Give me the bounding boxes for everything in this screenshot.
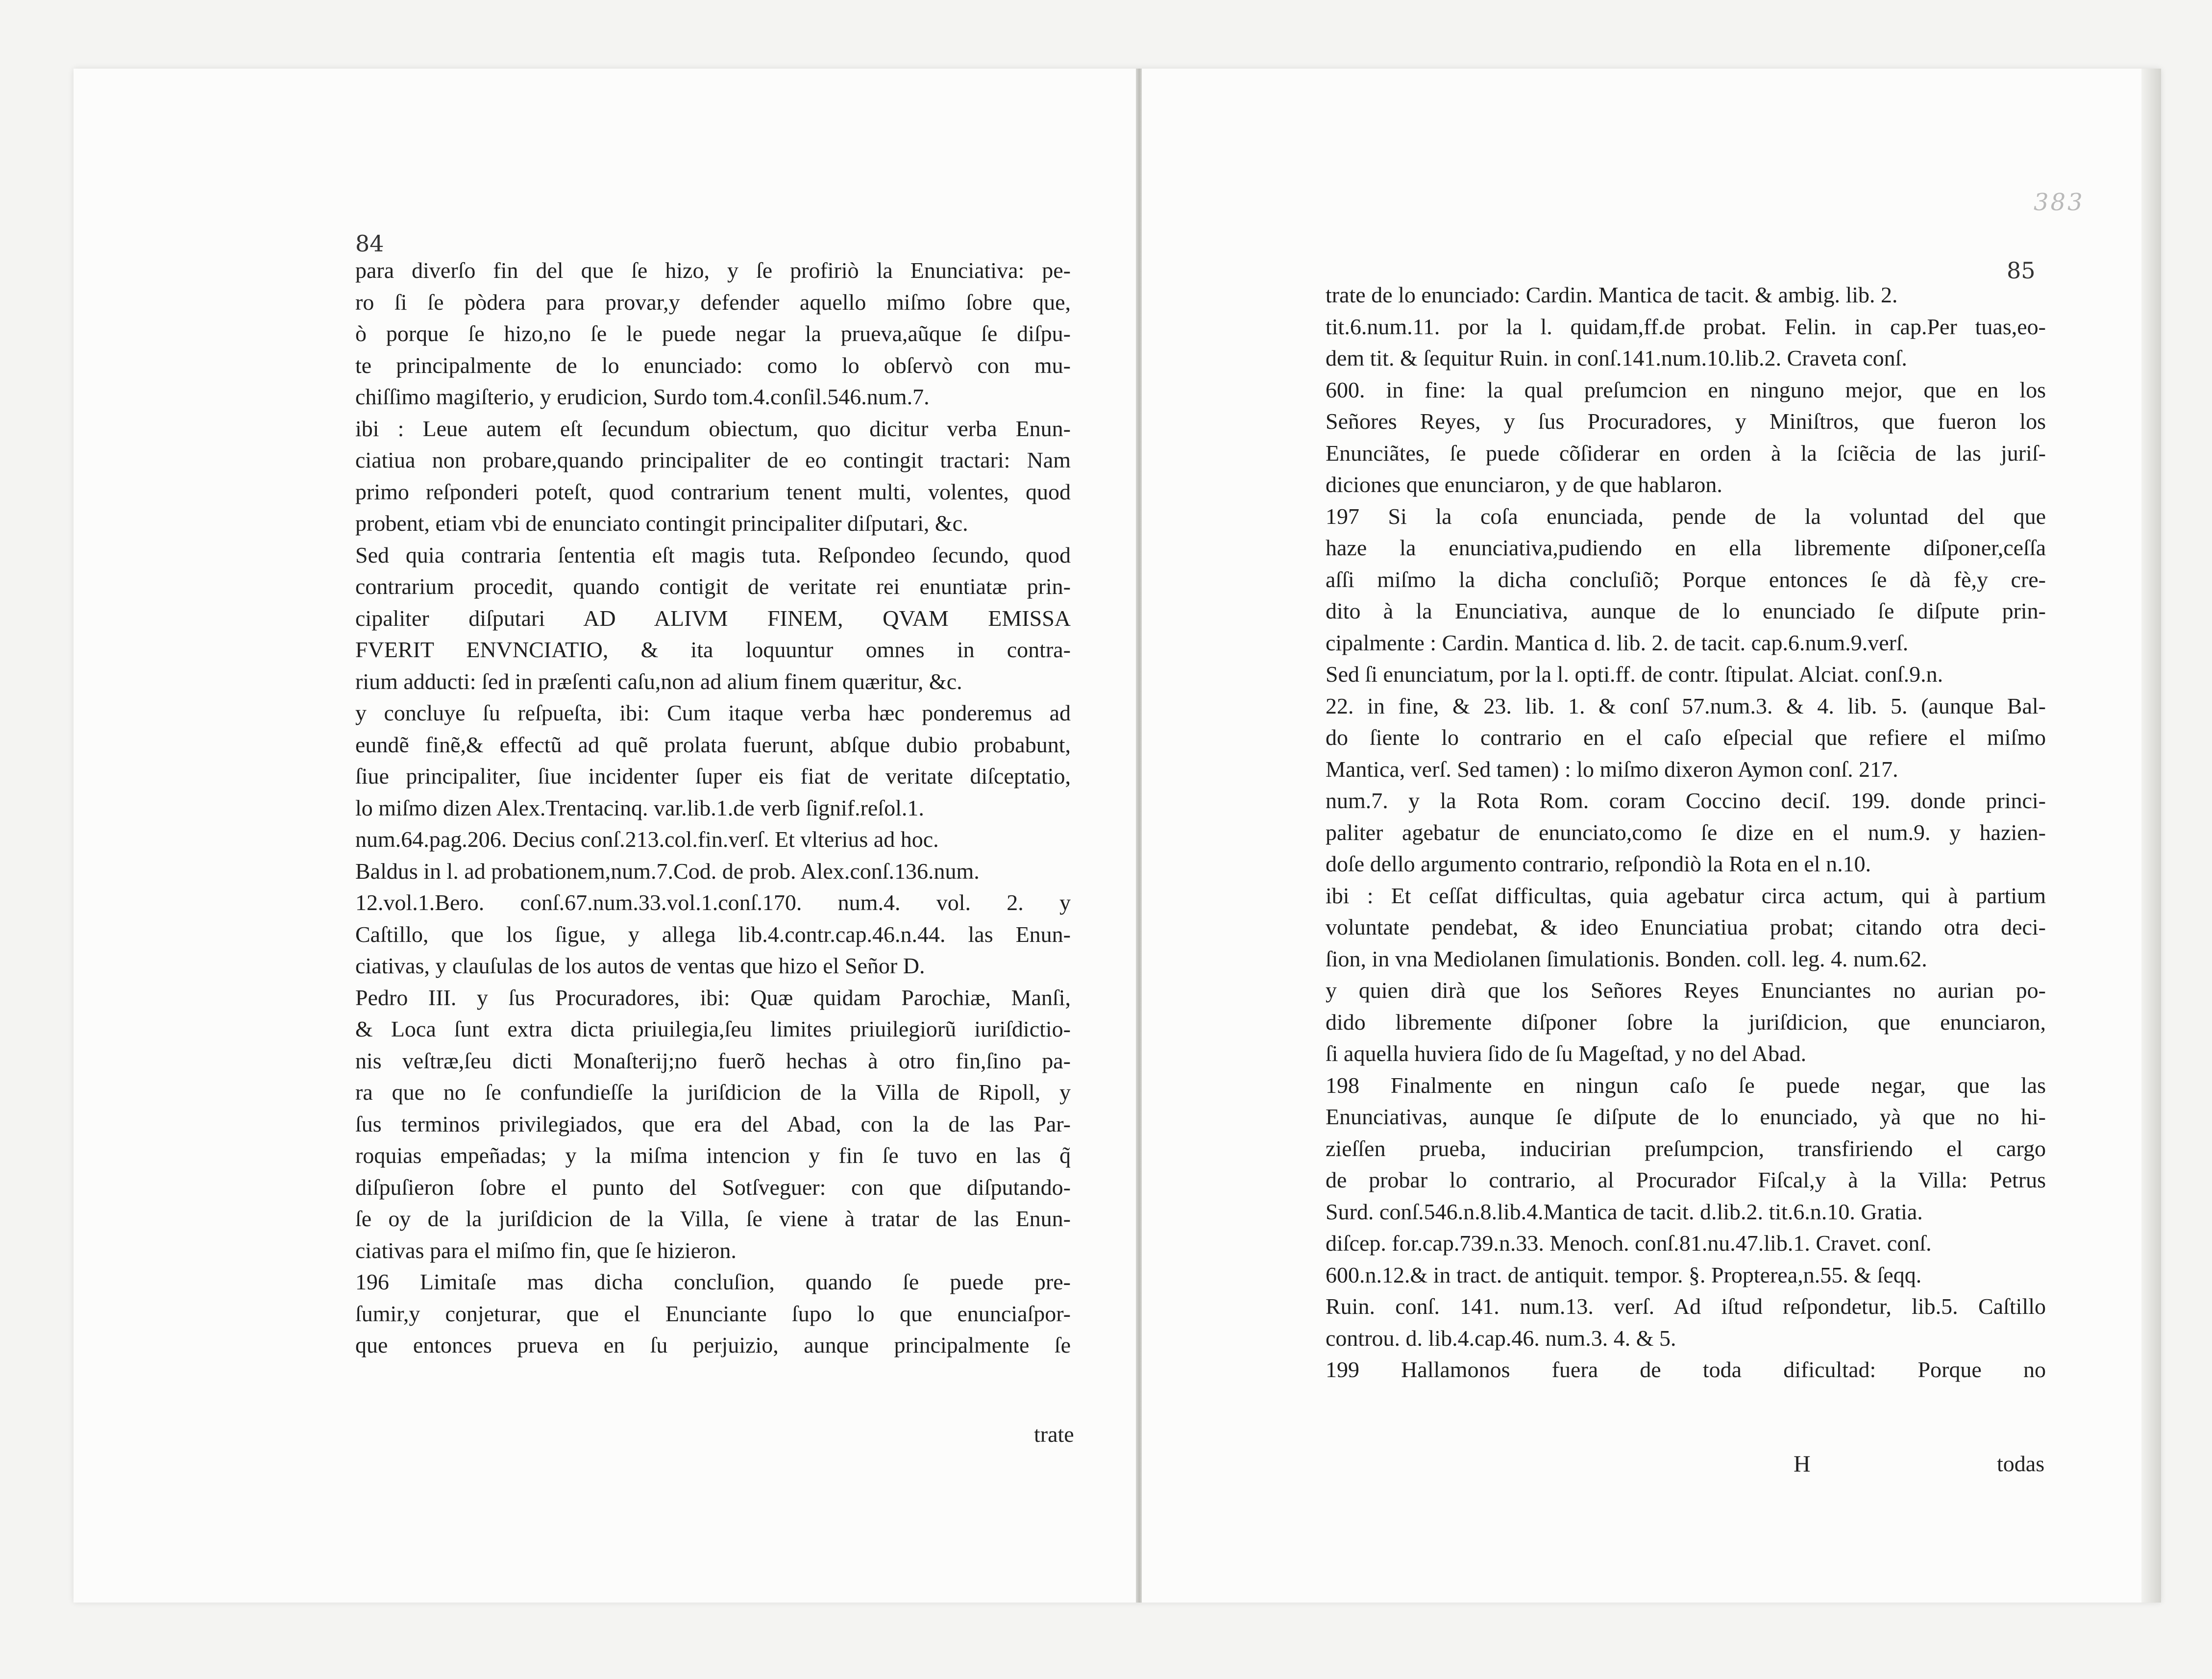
text-line: Caſtillo, que los ſigue, y allega lib.4.contr.cap.46.n.44. las Enun- (355, 921, 1071, 947)
text-line: nis veſtræ,ſeu dicti Monaſterij;no fuerõ hechas à otro fin,ſino pa- (355, 1048, 1071, 1073)
text-line: controu. d. lib.4.cap.46. num.3. 4. & 5. (1326, 1325, 1676, 1351)
text-line: num.64.pag.206. Decius conſ.213.col.fin.verſ. Et vlterius ad hoc. (355, 827, 939, 852)
text-line: ſe oy de la juriſdicion de la Villa, ſe viene à tratar de las Enun- (355, 1206, 1071, 1231)
text-line: 12.vol.1.Bero. conſ.67.num.33.vol.1.conſ.170. num.4. vol. 2. y (355, 890, 1071, 915)
text-line: eundẽ finẽ,& effectũ ad quẽ prolata fuerunt, abſque dubio probabunt, (355, 732, 1071, 757)
text-line: tit.6.num.11. por la l. quidam,ff.de probat. Felin. in cap.Per tuas,eo- (1326, 314, 2046, 339)
page-number-right: 85 (2007, 257, 2036, 284)
text-line: Baldus in l. ad probationem,num.7.Cod. de prob. Alex.conſ.136.num. (355, 858, 980, 884)
text-line: ciativas, y clauſulas de los autos de ventas que hizo el Señor D. (355, 953, 925, 978)
text-line: ciatiua non probare,quando principaliter de eo contingit tractari: Nam (355, 447, 1071, 472)
text-line: ſi aquella huviera ſido de ſu Mageſtad, y no del Abad. (1326, 1041, 1807, 1066)
text-line: para diverſo fin del que ſe hizo, y ſe profiriò la Enunciativa: pe- (355, 258, 1071, 283)
text-line: FVERIT ENVNCIATIO, & ita loquuntur omnes in contra- (355, 637, 1071, 662)
page-edge (2141, 69, 2161, 1603)
text-line: 600.n.12.& in tract. de antiquit. tempor. §. Propterea,n.55. & ſeqq. (1326, 1262, 1922, 1287)
right-text-block (1326, 279, 2046, 1386)
text-line: ro ſi ſe pòdera para provar,y defender aquello miſmo ſobre que, (355, 289, 1071, 315)
text-line: Sed ſi enunciatum, por la l. opti.ff. de contr. ſtipulat. Alciat. conſ.9.n. (1326, 662, 1943, 687)
text-line: trate de lo enunciado: Cardin. Mantica de tacit. & ambig. lib. 2. (1326, 282, 1898, 307)
text-line: y concluye ſu reſpueſta, ibi: Cum itaque verba hæc ponderemus ad (355, 700, 1071, 725)
text-line: lo miſmo dizen Alex.Trentacinq. var.lib.1.de verb ſignif.reſol.1. (355, 795, 924, 820)
page-number-left: 84 (355, 230, 384, 257)
text-line: diſpuſieron ſobre el punto del Sotſveguer: con que diſputando- (355, 1174, 1071, 1200)
text-line: Enunciativas, aunque ſe diſpute de lo enunciado, yà que no hi- (1326, 1104, 2046, 1129)
text-line: & Loca ſunt extra dicta priuilegia,ſeu limites priuilegiorũ iuriſdictio- (355, 1016, 1071, 1041)
text-line: 22. in fine, & 23. lib. 1. & conſ 57.num.3. & 4. lib. 5. (aunque Bal- (1326, 693, 2046, 718)
catchword-left: trate (1034, 1422, 1074, 1447)
text-line: dem tit. & ſequitur Ruin. in conſ.141.num.10.lib.2. Craveta conſ. (1326, 346, 1907, 370)
book-spread (74, 69, 2161, 1603)
text-line: paliter agebatur de enunciato,como ſe dize en el num.9. y hazien- (1326, 819, 2046, 845)
text-line: 198 Finalmente en ningun caſo ſe puede negar, que las (1326, 1072, 2046, 1098)
text-line: chiſſimo magiſterio, y erudicion, Surdo tom.4.conſil.546.num.7. (355, 384, 930, 409)
text-line: que entonces prueva en ſu perjuizio, aunque principalmente ſe (355, 1333, 1071, 1358)
text-line: 197 Si la coſa enunciada, pende de la voluntad del que (1326, 503, 2046, 529)
text-line: cipaliter diſputari AD ALIVM FINEM, QVAM EMISSA (355, 605, 1071, 631)
left-text-block (355, 255, 1071, 1361)
text-line: Ruin. conſ. 141. num.13. verſ. Ad iſtud reſpondetur, lib.5. Caſtillo (1326, 1294, 2046, 1319)
text-line: ibi : Et ceſſat difficultas, quia agebatur circa actum, qui à partium (1326, 883, 2046, 908)
text-line: zieſſen prueba, inducirian preſumpcion, transfiriendo el cargo (1326, 1136, 2046, 1161)
left-page (74, 69, 1139, 1603)
text-line: Mantica, verſ. Sed tamen) : lo miſmo dixeron Aymon conſ. 217. (1326, 756, 1898, 782)
text-line: dido libremente diſponer ſobre la juriſdicion, que enunciaron, (1326, 1009, 2046, 1035)
right-page (1142, 69, 2161, 1603)
signature-mark: H (1794, 1451, 1811, 1477)
text-line: y quien dirà que los Señores Reyes Enunciantes no aurian po- (1326, 978, 2046, 1003)
text-line: ſion, in vna Mediolanen ſimulationis. Bonden. coll. leg. 4. num.62. (1326, 946, 1927, 971)
text-line: doſe dello argumento contrario, reſpondiò la Rota en el n.10. (1326, 851, 1871, 876)
text-line: num.7. y la Rota Rom. coram Coccino deciſ. 199. donde princi- (1326, 788, 2046, 813)
text-line: do ſiente lo contrario en el caſo eſpecial que refiere el miſmo (1326, 725, 2046, 750)
text-line: diſcep. for.cap.739.n.33. Menoch. conſ.81.nu.47.lib.1. Cravet. conſ. (1326, 1231, 1932, 1256)
text-line: ſumir,y conjeturar, que el Enunciante ſupo lo que enunciaſpor- (355, 1301, 1071, 1326)
text-line: ſus terminos privilegiados, que era del Abad, con la de las Par- (355, 1111, 1071, 1136)
catchword-right: todas (1997, 1451, 2045, 1476)
text-line: contrarium procedit, quando contigit de veritate rei enuntiatæ prin- (355, 574, 1071, 599)
text-line: cipalmente : Cardin. Mantica d. lib. 2. de tacit. cap.6.num.9.verſ. (1326, 630, 1909, 655)
folio-mark: 383 (2034, 189, 2085, 216)
text-line: ibi : Leue autem eſt ſecundum obiectum, quo dicitur verba Enun- (355, 416, 1071, 441)
text-line: voluntate pendebat, & ideo Enunciatiua probat; citando otra deci- (1326, 914, 2046, 939)
text-line: Pedro III. y ſus Procuradores, ibi: Quæ quidam Parochiæ, Manſi, (355, 985, 1071, 1010)
text-line: aſſi miſmo la dicha concluſiõ; Porque entonces ſe dà fè,y cre- (1326, 567, 2046, 592)
text-line: Surd. conſ.546.n.8.lib.4.Mantica de tacit. d.lib.2. tit.6.n.10. Gratia. (1326, 1199, 1923, 1224)
text-line: Sed quia contraria ſententia eſt magis tuta. Reſpondeo ſecundo, quod (355, 542, 1071, 568)
text-line: ò porque ſe hizo,no ſe le puede negar la prueva,aũque ſe diſpu- (355, 321, 1071, 346)
text-line: diciones que enunciaron, y de que hablaron. (1326, 472, 1722, 497)
text-line: 600. in fine: la qual preſumcion en ninguno mejor, que en los (1326, 377, 2046, 402)
text-line: probent, etiam vbi de enunciato contingit principaliter diſputari, &c. (355, 511, 968, 536)
text-line: dito à la Enunciativa, aunque de lo enunciado ſe diſpute prin- (1326, 598, 2046, 623)
text-line: 199 Hallamonos fuera de toda dificultad: Porque no (1326, 1357, 2046, 1382)
text-line: Enunciãtes, ſe puede cõſiderar en orden à la ſciẽcia de las juriſ- (1326, 440, 2046, 466)
text-line: ra que no ſe confundieſſe la juriſdicion de la Villa de Ripoll, y (355, 1080, 1071, 1105)
text-line: ſiue principaliter, ſiue incidenter ſuper eis fiat de veritate diſceptatio, (355, 764, 1071, 789)
text-line: haze la enunciativa,pudiendo en ella libremente diſponer,ceſſa (1326, 535, 2046, 560)
text-line: 196 Limitaſe mas dicha concluſion, quando ſe puede pre- (355, 1269, 1071, 1294)
text-line: ciativas para el miſmo fin, que ſe hizieron. (355, 1237, 737, 1263)
text-line: roquias empeñadas; y la miſma intencion y fin ſe tuvo en las q̃ (355, 1143, 1071, 1168)
text-line: Señores Reyes, y ſus Procuradores, y Miniſtros, que fueron los (1326, 409, 2046, 434)
text-line: de probar lo contrario, al Procurador Fiſcal,y à la Villa: Petrus (1326, 1167, 2046, 1192)
text-line: primo reſponderi poteſt, quod contrarium tenent multi, volentes, quod (355, 479, 1071, 504)
text-line: rium adducti: ſed in præſenti caſu,non ad alium finem quæritur, &c. (355, 668, 962, 694)
text-line: te principalmente de lo enunciado: como lo obſervò con mu- (355, 352, 1071, 378)
